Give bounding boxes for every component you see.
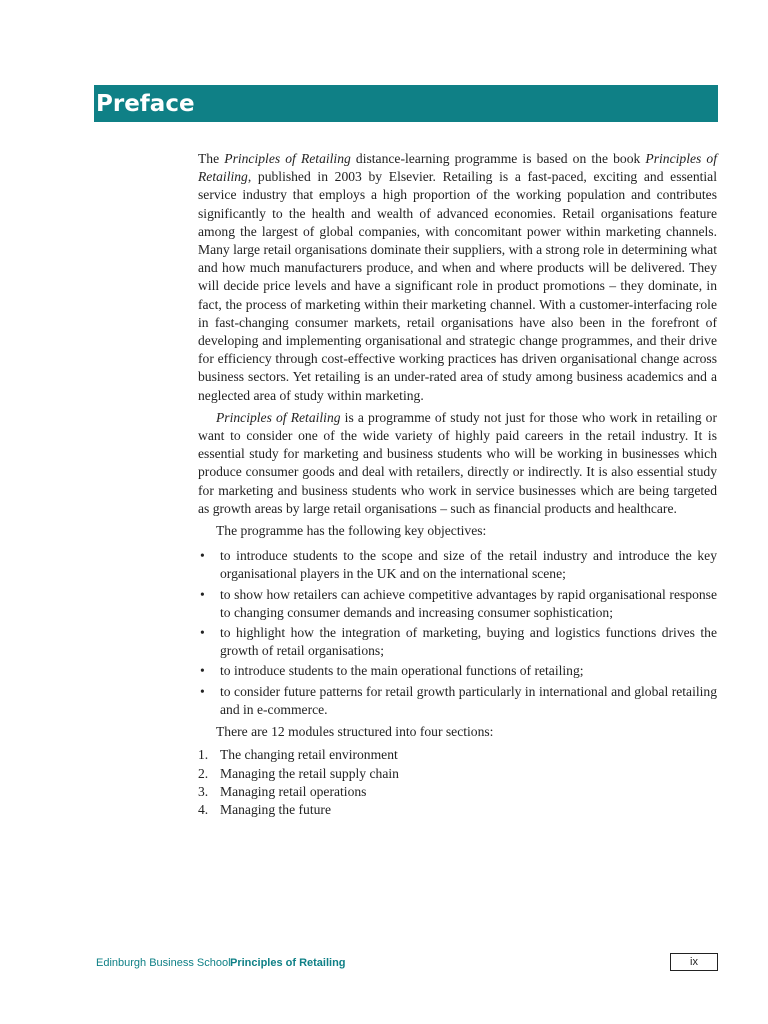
footer-course-name: Principles of Retailing xyxy=(230,957,346,969)
objective-text: to introduce students to the scope and size of the retail industry and introduce the key organisational players in the UK and on the international scene; xyxy=(220,548,717,582)
module-number: 1. xyxy=(198,747,209,763)
modules-list xyxy=(198,746,717,819)
module-number: 3. xyxy=(198,783,209,799)
list-item xyxy=(198,586,717,622)
footer-school-name: Edinburgh Business School xyxy=(96,957,231,969)
bullet-icon: • xyxy=(200,663,205,679)
module-label: Managing the retail supply chain xyxy=(220,765,399,781)
preface-body xyxy=(198,150,717,819)
book-title-italic-3: Principles of Retailing xyxy=(216,409,341,425)
book-title-italic-1: Principles of Retailing xyxy=(224,151,351,166)
paragraph-modules-intro: There are 12 modules structured into four sections: xyxy=(216,724,494,740)
module-label: The changing retail environment xyxy=(220,747,398,763)
page-number: ix xyxy=(670,953,718,971)
objective-text: to consider future patterns for retail growth particularly in international and global retailing and in e-commerce. xyxy=(220,683,717,717)
list-item xyxy=(198,783,717,801)
paragraph-objectives-intro: The programme has the following key objectives: xyxy=(216,523,487,539)
bullet-icon: • xyxy=(200,548,205,564)
list-item xyxy=(198,662,717,680)
bullet-icon: • xyxy=(200,683,205,699)
list-item xyxy=(198,746,717,764)
objective-text: to highlight how the integration of marketing, buying and logistics functions drives the growth of retail organisations; xyxy=(220,625,717,659)
title-bar xyxy=(94,85,718,122)
module-number: 2. xyxy=(198,765,209,781)
intro-text-3: , published in 2003 by Elsevier. Retailing is a fast-paced, exciting and essential service industry that employs a high proportion of the working population and contributes significantly to the health and wealth of advanced economies. Retail organisations feature among the largest of global companies, with concomitant power within marketing channels. Many large retail organisations dominate their suppliers, with a strong role in determining what and how much manufacturers produce, and when and where products will be delivered. They will decide price levels and have a significant role in product promotions – they dominate, in fact, the process of marketing within their marketing channel. With a customer-interfacing role in fast-changing consumer markets, retail organisations have also been in the forefront of developing and implementing organisational and strategic change programmes, and their drive for efficiency through cost-effective working practices has driven organisational change across business sectors. Yet retailing is an under-rated area of study among business academics and a neglected area of study within marketing. xyxy=(198,169,717,403)
paragraph-intro xyxy=(198,150,717,405)
list-item xyxy=(198,683,717,719)
intro-text-1: The xyxy=(198,151,225,166)
page-title: Preface xyxy=(96,91,195,117)
objective-text: to introduce students to the main operational functions of retailing; xyxy=(220,663,584,679)
list-item xyxy=(198,765,717,783)
paragraph-programme xyxy=(198,409,717,518)
module-label: Managing retail operations xyxy=(220,783,367,799)
bullet-icon: • xyxy=(200,586,205,602)
intro-text-2: distance-learning programme is based on the book xyxy=(350,151,646,166)
objectives-list xyxy=(198,547,717,719)
module-label: Managing the future xyxy=(220,801,331,817)
page-footer xyxy=(96,955,718,973)
objective-text: to show how retailers can achieve competitive advantages by rapid organisational response to changing consumer demands and increasing consumer sophistication; xyxy=(220,586,717,620)
list-item xyxy=(198,547,717,583)
book-title-italic-2: Principles of Retailing xyxy=(198,151,717,185)
list-item xyxy=(198,801,717,819)
module-number: 4. xyxy=(198,801,209,817)
bullet-icon: • xyxy=(200,625,205,641)
list-item xyxy=(198,624,717,660)
programme-text: is a programme of study not just for those who work in retailing or want to consider one of the wide variety of highly paid careers in the retail industry. It is essential study for marketing and business students who will be working in businesses which produce consumer goods and deal with retailers, directly or indirectly. It is also essential study for marketing and business students who work in service businesses which are being targeted as growth areas by large retail organisations – such as financial products and healthcare. xyxy=(198,409,717,516)
